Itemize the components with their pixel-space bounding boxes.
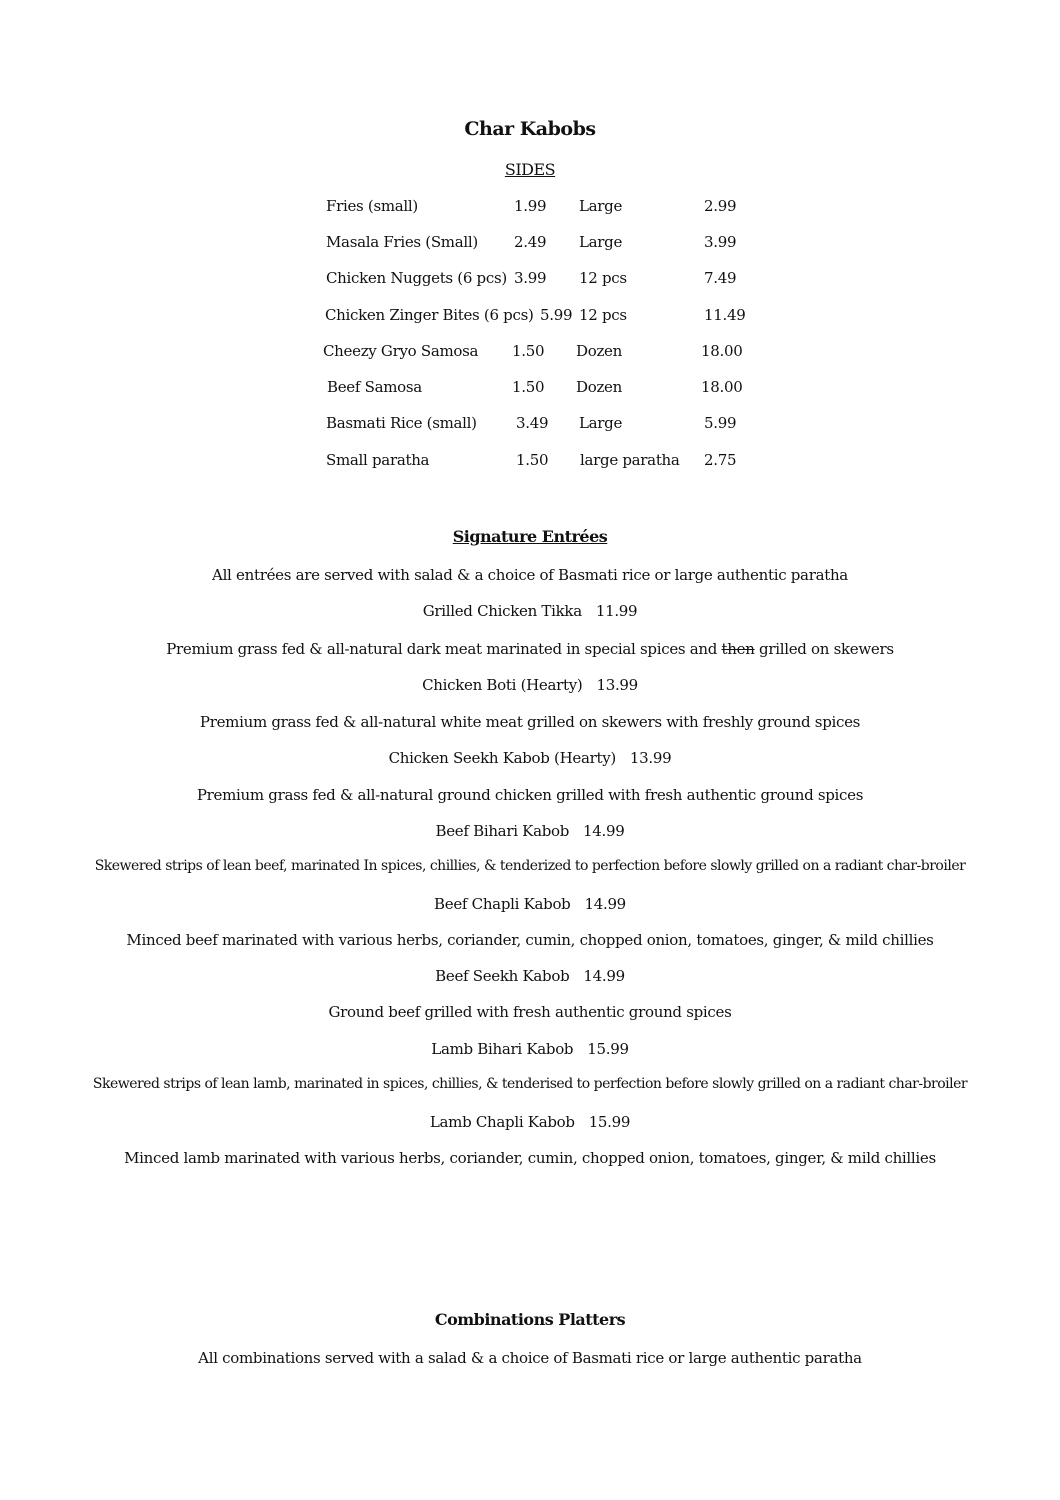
entree-name: Lamb Bihari Kabob (431, 1040, 574, 1058)
side-large-label: 12 pcs (579, 306, 627, 324)
entree-description: Minced beef marinated with various herbs, coriander, cumin, chopped onion, tomatoes, ginger, & mild chillies (126, 931, 934, 949)
entree-name: Beef Chapli Kabob (434, 895, 571, 913)
side-item: Chicken Nuggets (6 pcs) (326, 269, 507, 287)
side-item: Beef Samosa (327, 378, 422, 396)
entree-description: Minced lamb marinated with various herbs, coriander, cumin, chopped onion, tomatoes, ginger, & mild chillies (124, 1149, 936, 1167)
entree-name: Lamb Chapli Kabob (429, 1113, 575, 1131)
side-price: 1.99 (514, 197, 547, 215)
struck-word: then (721, 640, 755, 658)
side-item: Small paratha (326, 451, 430, 469)
side-item: Masala Fries (Small) (326, 233, 478, 251)
side-row (0, 269, 1060, 293)
entree-price: 13.99 (629, 749, 672, 767)
side-price: 2.49 (514, 233, 547, 251)
side-item: Chicken Zinger Bites (6 pcs) (325, 306, 534, 324)
side-row (0, 378, 1060, 402)
side-large-label: Large (579, 233, 623, 251)
side-row (0, 306, 1060, 330)
side-large-label: Large (579, 414, 623, 432)
entree-description: Premium grass fed & all-natural ground chicken grilled with fresh authentic ground spices (196, 786, 864, 804)
entree-name-line (0, 602, 1060, 620)
entree-description: Ground beef grilled with fresh authentic ground spices (328, 1003, 732, 1021)
entrees-heading: Signature Entrées (452, 527, 608, 546)
combinations-note: All combinations served with a salad & a choice of Basmati rice or large authentic paratha (198, 1349, 862, 1367)
side-price: 3.49 (516, 414, 549, 432)
side-item: Cheezy Gryo Samosa (323, 342, 479, 360)
entree-name: Beef Seekh Kabob (435, 967, 570, 985)
side-large-label: Dozen (576, 378, 622, 396)
entree-name: Grilled Chicken Tikka (422, 602, 582, 620)
entree-name-line (0, 676, 1060, 694)
entree-name-line (0, 749, 1060, 767)
entree-price: 15.99 (587, 1040, 629, 1058)
side-row (0, 342, 1060, 366)
side-row (0, 451, 1060, 475)
sides-heading: SIDES (504, 160, 556, 179)
entree-price: 14.99 (583, 822, 625, 840)
side-row (0, 414, 1060, 438)
entree-name-line (0, 967, 1060, 985)
side-row (0, 197, 1060, 221)
entree-price: 14.99 (583, 967, 625, 985)
entree-price: 13.99 (596, 676, 638, 694)
side-large-label: Large (579, 197, 623, 215)
restaurant-title: Char Kabobs (464, 118, 596, 140)
entree-description-text: Premium grass fed & all-natural dark meat marinated in special spices and (166, 640, 722, 658)
side-large-price: 11.49 (704, 306, 746, 324)
side-price: 5.99 (540, 306, 573, 324)
side-large-price: 18.00 (701, 378, 743, 396)
entrees-note: All entrées are served with salad & a choice of Basmati rice or large authentic paratha (212, 566, 848, 584)
side-large-label: large paratha (580, 451, 680, 469)
entree-price: 15.99 (588, 1113, 631, 1131)
side-price: 1.50 (512, 378, 545, 396)
side-price: 1.50 (516, 451, 549, 469)
entree-name: Chicken Seekh Kabob (Hearty) (388, 749, 616, 767)
entree-name-line (0, 1113, 1060, 1131)
side-large-price: 18.00 (701, 342, 743, 360)
side-large-price: 7.49 (704, 269, 737, 287)
entree-description (0, 640, 1060, 658)
side-large-price: 3.99 (704, 233, 737, 251)
entree-name: Chicken Boti (Hearty) (422, 676, 583, 694)
side-large-price: 2.75 (704, 451, 737, 469)
entree-name-line (0, 1040, 1060, 1058)
entree-name-line (0, 822, 1060, 840)
entree-name-line (0, 895, 1060, 913)
entree-price: 14.99 (584, 895, 626, 913)
side-price: 3.99 (514, 269, 547, 287)
side-item: Fries (small) (326, 197, 418, 215)
entree-description: Skewered strips of lean lamb, marinated in spices, chillies, & tenderised to perfection before slowly grilled on a radiant char-broiler (92, 1076, 968, 1092)
side-price: 1.50 (512, 342, 545, 360)
entree-description-text: grilled on skewers (754, 640, 894, 658)
entree-price: 11.99 (595, 602, 638, 620)
side-large-label: 12 pcs (579, 269, 627, 287)
entree-name: Beef Bihari Kabob (435, 822, 570, 840)
entree-description: Skewered strips of lean beef, marinated In spices, chillies, & tenderized to perfection before slowly grilled on a radiant char-broiler (94, 858, 966, 874)
side-large-price: 5.99 (704, 414, 737, 432)
entree-description: Premium grass fed & all-natural white meat grilled on skewers with freshly ground spices (199, 713, 861, 731)
side-item: Basmati Rice (small) (326, 414, 477, 432)
side-row (0, 233, 1060, 257)
side-large-price: 2.99 (704, 197, 737, 215)
side-large-label: Dozen (576, 342, 622, 360)
combinations-heading: Combinations Platters (434, 1310, 626, 1329)
